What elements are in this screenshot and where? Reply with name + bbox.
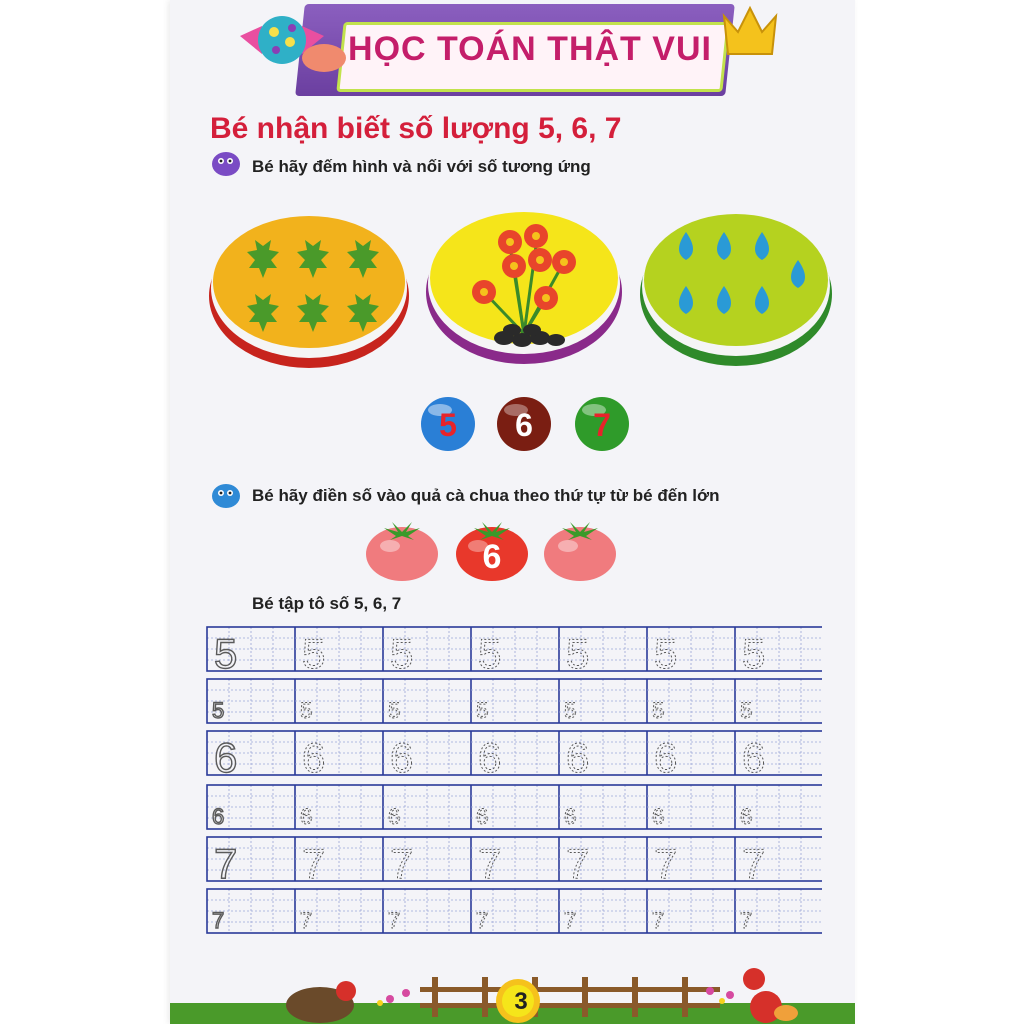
trace-digit: 6	[564, 804, 577, 829]
trace-digit: 6	[302, 734, 326, 776]
trace-digit: 7	[390, 840, 414, 882]
trace-digit: 6	[300, 804, 313, 829]
trace-digit: 6	[390, 734, 414, 776]
trace-digit: 5	[300, 698, 313, 723]
number-ball-label: 6	[515, 407, 533, 443]
trace-digit: 6	[212, 804, 225, 829]
number-ball-5[interactable]	[420, 396, 476, 452]
crown-icon	[720, 2, 780, 62]
trace-digit: 7	[654, 840, 678, 882]
plate-leaves	[208, 212, 410, 368]
blue-bird-icon	[210, 480, 242, 510]
header-title: HỌC TOÁN THẬT VUI	[348, 30, 712, 68]
trace-digit: 5	[214, 630, 238, 672]
count-match-instruction: Bé hãy đếm hình và nối với số tương ứng	[252, 157, 591, 176]
page-number: 3	[514, 988, 528, 1015]
trace-digit: 7	[388, 908, 401, 933]
trace-digit: 5	[566, 630, 590, 672]
trace-digit: 7	[300, 908, 313, 933]
tracing-row[interactable]	[206, 784, 822, 830]
trace-digit: 6	[478, 734, 502, 776]
tracing-row[interactable]	[206, 626, 822, 672]
tracing-row[interactable]	[206, 888, 822, 934]
trace-digit: 7	[214, 840, 238, 882]
tracing-row[interactable]	[206, 730, 822, 776]
tracing-instruction: Bé tập tô số 5, 6, 7	[252, 594, 402, 613]
number-ball-7[interactable]	[574, 396, 630, 452]
trace-digit: 5	[388, 698, 401, 723]
trace-digit: 5	[652, 698, 665, 723]
tomato-empty-1[interactable]	[364, 514, 440, 582]
hedgehog-icon	[286, 981, 356, 1023]
purple-bird-icon	[210, 148, 242, 178]
fill-order-instruction: Bé hãy điền số vào quả cà chua theo thứ tự từ bé đến lớn	[252, 486, 720, 505]
trace-digit: 7	[566, 840, 590, 882]
number-ball-label: 5	[439, 407, 457, 443]
trace-digit: 5	[478, 630, 502, 672]
plate-water-drops	[638, 206, 834, 366]
tracing-row[interactable]	[206, 678, 822, 724]
trace-digit: 6	[214, 734, 238, 776]
trace-digit: 6	[742, 734, 766, 776]
trace-digit: 5	[476, 698, 489, 723]
trace-digit: 6	[654, 734, 678, 776]
page-left-margin	[0, 0, 170, 1024]
trace-digit: 6	[476, 804, 489, 829]
trace-digit: 7	[652, 908, 665, 933]
number-ball-label: 7	[593, 407, 611, 443]
trace-digit: 7	[476, 908, 489, 933]
tomato-6	[454, 514, 530, 582]
tomato-label: 6	[482, 538, 502, 576]
candy-icon	[232, 6, 352, 76]
trace-digit: 6	[566, 734, 590, 776]
tracing-row[interactable]	[206, 836, 822, 882]
trace-digit: 5	[212, 698, 225, 723]
tomato-empty-2[interactable]	[542, 514, 618, 582]
plate-flowers	[424, 206, 624, 364]
trace-digit: 7	[740, 908, 753, 933]
trace-digit: 5	[742, 630, 766, 672]
trace-digit: 6	[388, 804, 401, 829]
trace-digit: 5	[390, 630, 414, 672]
trace-digit: 7	[564, 908, 577, 933]
number-ball-6[interactable]	[496, 396, 552, 452]
trace-digit: 7	[742, 840, 766, 882]
trace-digit: 7	[212, 908, 225, 933]
trace-digit: 6	[740, 804, 753, 829]
trace-digit: 5	[740, 698, 753, 723]
lesson-title: Bé nhận biết số lượng 5, 6, 7	[210, 112, 622, 145]
trace-digit: 7	[302, 840, 326, 882]
trace-digit: 7	[478, 840, 502, 882]
trace-digit: 5	[654, 630, 678, 672]
trace-digit: 5	[564, 698, 577, 723]
trace-digit: 6	[652, 804, 665, 829]
trace-digit: 5	[302, 630, 326, 672]
